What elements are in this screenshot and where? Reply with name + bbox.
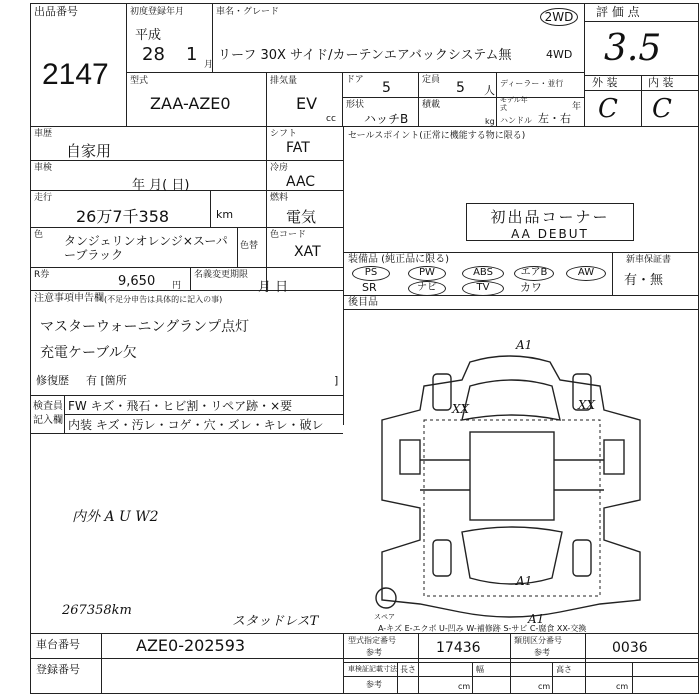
displacement-unit: cc xyxy=(326,114,336,124)
interior-label: 内 装 xyxy=(648,76,674,89)
chassis-number: AZE0-202593 xyxy=(136,636,246,655)
color-code: XAT xyxy=(294,244,321,260)
type-code-value: 17436 xyxy=(436,640,481,656)
handle-value: 左・右 xyxy=(538,112,571,125)
registration-number-label: 登録番号 xyxy=(36,663,80,676)
ac-value: AAC xyxy=(286,174,316,190)
color-value: タンジェリンオレンジ×スーパーブラック xyxy=(64,234,228,262)
lot-number-label: 出品番号 xyxy=(34,5,78,18)
recycle-label: R券 xyxy=(34,270,50,280)
type-code-label: 型式指定番号 xyxy=(348,636,396,645)
debut-title-jp: 初出品コーナー xyxy=(490,208,610,226)
color-code-label: 色コード xyxy=(270,230,307,240)
sales-point-title: セールスポイント(正常に機能する物に限る) xyxy=(348,131,526,141)
size-sub: 参考 xyxy=(366,680,382,689)
load-label: 積載 xyxy=(422,100,441,110)
equip-airbag: エアB xyxy=(514,266,554,281)
capacity-label: 定員 xyxy=(422,75,441,85)
spare-label: スペア xyxy=(374,613,395,621)
doors-label: ドア xyxy=(346,75,364,85)
lot-number: 2147 xyxy=(42,58,109,91)
warranty-label: 新車保証書 xyxy=(626,255,672,265)
model-code-label: 型式 xyxy=(130,76,149,86)
equip-tv: TV xyxy=(462,281,504,296)
doors-value: 5 xyxy=(382,80,391,96)
repair-close: ] xyxy=(334,374,339,387)
warranty-value: 有・無 xyxy=(624,273,664,288)
history-label: 車歴 xyxy=(34,129,53,139)
recycle-value: 9,650 xyxy=(118,274,156,289)
exterior-grade: C xyxy=(598,94,618,124)
inspection-value: 年 月( 日) xyxy=(132,178,190,193)
equip-ps: PS xyxy=(352,266,390,281)
width-unit: cm xyxy=(538,682,551,691)
body-type-label: 形状 xyxy=(346,100,365,110)
shift-value: FAT xyxy=(286,140,310,156)
body-type-value: ハッチB xyxy=(364,112,409,126)
height-unit: cm xyxy=(616,682,629,691)
exterior-label: 外 装 xyxy=(592,76,618,89)
deadline-value: 月 日 xyxy=(258,280,289,295)
inspection-label: 車検 xyxy=(34,163,53,173)
first-registration-label: 初度登録年月 xyxy=(130,7,185,17)
overall-grade: 3.5 xyxy=(604,28,662,69)
grade-label: 評 価 点 xyxy=(596,5,640,19)
model-code: ZAA-AZE0 xyxy=(150,94,231,113)
notes-subtitle: (不足分申告は具体的に記入の事) xyxy=(104,295,223,304)
inspector-label-1: 検査員 xyxy=(33,401,63,412)
equip-aw: AW xyxy=(566,266,606,281)
capacity-unit: 人 xyxy=(484,84,495,97)
notes-line-1: マスターウォーニングランプ点灯 xyxy=(40,319,250,335)
fuel-label: 燃料 xyxy=(270,193,289,203)
rear-items-label: 後目品 xyxy=(348,297,378,308)
notes-title: 注意事項申告欄 xyxy=(34,293,104,304)
deadline-label: 名義変更期限 xyxy=(194,270,249,280)
month-suffix: 月 xyxy=(204,60,214,70)
inspector-label-2: 記入欄 xyxy=(33,415,63,426)
inspector-exterior-line: FW キズ・飛石・ヒビ割・リペア跡・×要 xyxy=(68,399,293,413)
repair-label: 修復歴 xyxy=(36,374,69,387)
damage-mark-front: A1 xyxy=(516,338,533,352)
equip-navi: ナビ xyxy=(408,281,446,296)
equip-pw: PW xyxy=(408,266,446,281)
equip-abs: ABS xyxy=(462,266,504,281)
registration-month: 1 xyxy=(186,44,198,65)
ac-label: 冷房 xyxy=(270,163,289,173)
notes-line-2: 充電ケーブル欠 xyxy=(40,345,137,361)
color-change-label: 色替 xyxy=(240,241,259,251)
length-unit: cm xyxy=(458,682,471,691)
mileage-value: 26万7千358 xyxy=(76,207,170,226)
model-year-unit: 年 xyxy=(572,102,582,112)
class-code-label: 類別区分番号 xyxy=(514,636,562,645)
recycle-unit: 円 xyxy=(172,281,182,291)
load-unit: kg xyxy=(485,117,495,126)
width-label: 幅 xyxy=(476,665,484,674)
fuel-value: 電気 xyxy=(286,208,317,226)
repair-value: 有 [箇所 xyxy=(86,374,127,387)
era: 平成 xyxy=(135,28,162,43)
inspector-handwritten-tires: スタッドレスT xyxy=(232,614,319,629)
damage-mark-rear: A1 xyxy=(528,612,545,626)
model-name: リーフ 30X サイド/カーテンエアバックシステム無 xyxy=(218,48,512,63)
handle-label: ハンドル xyxy=(500,116,532,125)
shift-label: シフト xyxy=(270,129,298,139)
model-name-label: 車名・グレード xyxy=(216,7,280,17)
length-label: 長さ xyxy=(400,665,416,674)
interior-grade: C xyxy=(652,94,672,124)
inspector-handwritten-note: 内外 A U W2 xyxy=(72,509,159,525)
size-label: 車検証記載寸法 xyxy=(348,665,397,673)
registration-year: 28 xyxy=(142,44,165,65)
damage-mark-right: XX xyxy=(578,398,596,412)
history-value: 自家用 xyxy=(66,142,112,160)
equipment-title: 装備品 (純正品に限る) xyxy=(348,254,449,265)
equip-sr: SR xyxy=(362,281,377,294)
inspector-handwritten-mileage: 267358km xyxy=(62,603,132,618)
model-year-label: モデル年式 xyxy=(500,96,528,112)
equip-leather: カワ xyxy=(520,281,542,294)
drive-2wd: 2WD xyxy=(540,8,578,26)
class-code-sub: 参考 xyxy=(534,648,550,657)
mileage-label: 走行 xyxy=(34,193,53,203)
damage-legend: A-キズ E-エクボ U-凹み W-補修跡 S-サビ C-腐食 XX-交換 xyxy=(378,624,587,633)
damage-mark-left: XX xyxy=(452,402,470,416)
height-label: 高さ xyxy=(556,665,572,674)
inspector-interior-line: 内装 キズ・汚レ・コゲ・穴・ズレ・キレ・破レ xyxy=(68,418,324,432)
drive-4wd: 4WD xyxy=(546,48,573,61)
dealer-label: ディーラー・並行 xyxy=(500,79,564,88)
displacement-label: 排気量 xyxy=(270,76,298,86)
chassis-label: 車台番号 xyxy=(36,638,80,651)
displacement-value: EV xyxy=(296,94,318,113)
debut-title-en: AA DEBUT xyxy=(511,227,589,241)
color-label: 色 xyxy=(34,230,44,240)
damage-mark-rear-center: A1 xyxy=(516,574,533,588)
capacity-value: 5 xyxy=(456,80,465,96)
mileage-unit: km xyxy=(216,208,234,221)
class-code-value: 0036 xyxy=(612,640,648,656)
type-code-sub: 参考 xyxy=(366,648,382,657)
